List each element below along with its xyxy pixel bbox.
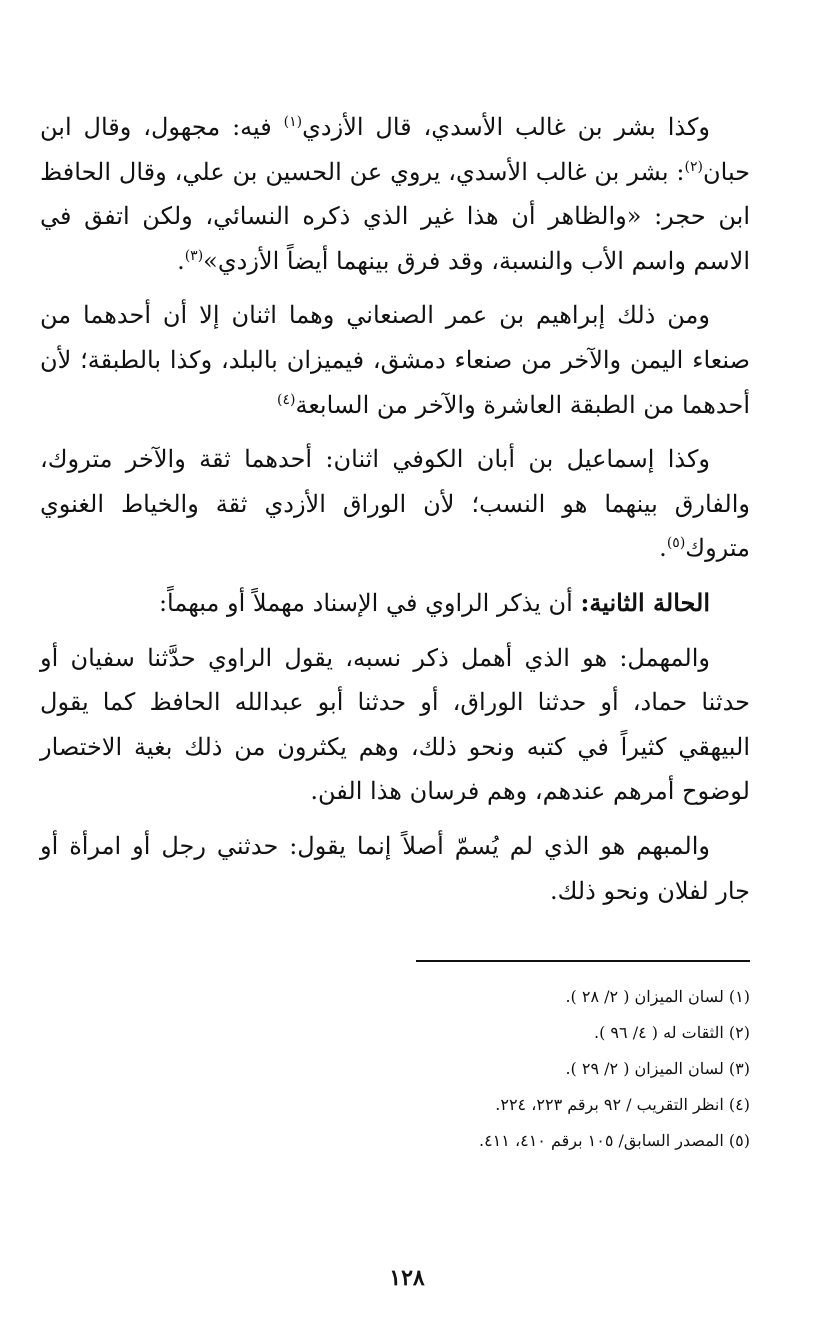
paragraph-text: والمهمل: هو الذي أهمل ذكر نسبه، يقول الراوي حدَّثنا سفيان أو حدثنا حماد، أو حدثنا الوراق، أو حدثنا أبو عبدالله الحافظ كما يقول البيهقي كثيراً في كتبه ونحو ذلك، وهم يكثرون من ذلك بغية الاختصار لوضوح أمرهم عندهم، وهم فرسان هذا الفن. bbox=[40, 643, 751, 806]
paragraph-text: أن يذكر الراوي في الإسناد مهملاً أو مبهماً: bbox=[158, 588, 581, 617]
paragraph-text: . bbox=[177, 246, 185, 275]
footnote-item: (٢) الثقات له ( ٤/ ٩٦ ). bbox=[594, 1023, 750, 1042]
paragraph-text: وكذا إسماعيل بن أبان الكوفي اثنان: أحدهما ثقة والآخر متروك، والفارق بينهما هو النسب؛ لأن الوراق الأزدي ثقة والخياط الغنوي متروك bbox=[40, 445, 750, 563]
paragraph-text: والمبهم هو الذي لم يُسمّ أصلاً إنما يقول: حدثني رجل أو امرأة أو جار لفلان ونحو ذلك. bbox=[40, 831, 750, 905]
paragraph bbox=[40, 824, 750, 913]
paragraph bbox=[40, 105, 750, 283]
footnote-item: (١) لسان الميزان ( ٢/ ٢٨ ). bbox=[565, 987, 750, 1006]
page-number: ١٢٨ bbox=[389, 1265, 425, 1291]
footnote-ref: (٥) bbox=[666, 535, 686, 552]
paragraph-text: : بشر بن غالب الأسدي، يروي عن الحسين بن علي، وقال الحافظ ابن حجر: «والظاهر أن هذا غير الذي ذكره النسائي، ولكن اتفق في الاسم واسم الأب والنسبة، وقد فرق بينهما أيضاً الأزدي» bbox=[40, 157, 750, 275]
paragraph-text: . bbox=[659, 534, 667, 563]
footnotes-list bbox=[290, 988, 750, 1168]
paragraph bbox=[40, 581, 750, 626]
footnote-ref: (١) bbox=[283, 114, 303, 130]
footnote-divider bbox=[416, 960, 750, 962]
footnote-ref: (٢) bbox=[684, 158, 703, 175]
paragraph bbox=[40, 636, 750, 814]
paragraph bbox=[40, 293, 750, 427]
footnote-ref: (٣) bbox=[184, 247, 204, 264]
footnote-item: (٣) لسان الميزان ( ٢/ ٢٩ ). bbox=[565, 1059, 750, 1078]
page-body bbox=[40, 105, 750, 923]
paragraph bbox=[40, 437, 750, 571]
paragraph-text: ومن ذلك إبراهيم بن عمر الصنعاني وهما اثنان إلا أن أحدهما من صنعاء اليمن والآخر من صنعاء دمشق، فيميزان بالبلد، وكذا بالطبقة؛ لأن أحدهما من الطبقة العاشرة والآخر من السابعة bbox=[40, 301, 750, 419]
footnote-item: (٥) المصدر السابق/ ١٠٥ برقم ٤١٠، ٤١١. bbox=[478, 1131, 750, 1150]
paragraph-text: وكذا بشر بن غالب الأسدي، قال الأزدي bbox=[302, 113, 711, 141]
section-heading: الحالة الثانية: bbox=[580, 587, 710, 617]
footnote-ref: (٤) bbox=[276, 391, 296, 408]
paragraph-text: فيه: مجهول، وقال ابن حبان bbox=[40, 113, 751, 186]
footnote-item: (٤) انظر التقريب / ٩٢ برقم ٢٢٣، ٢٢٤. bbox=[495, 1095, 750, 1114]
